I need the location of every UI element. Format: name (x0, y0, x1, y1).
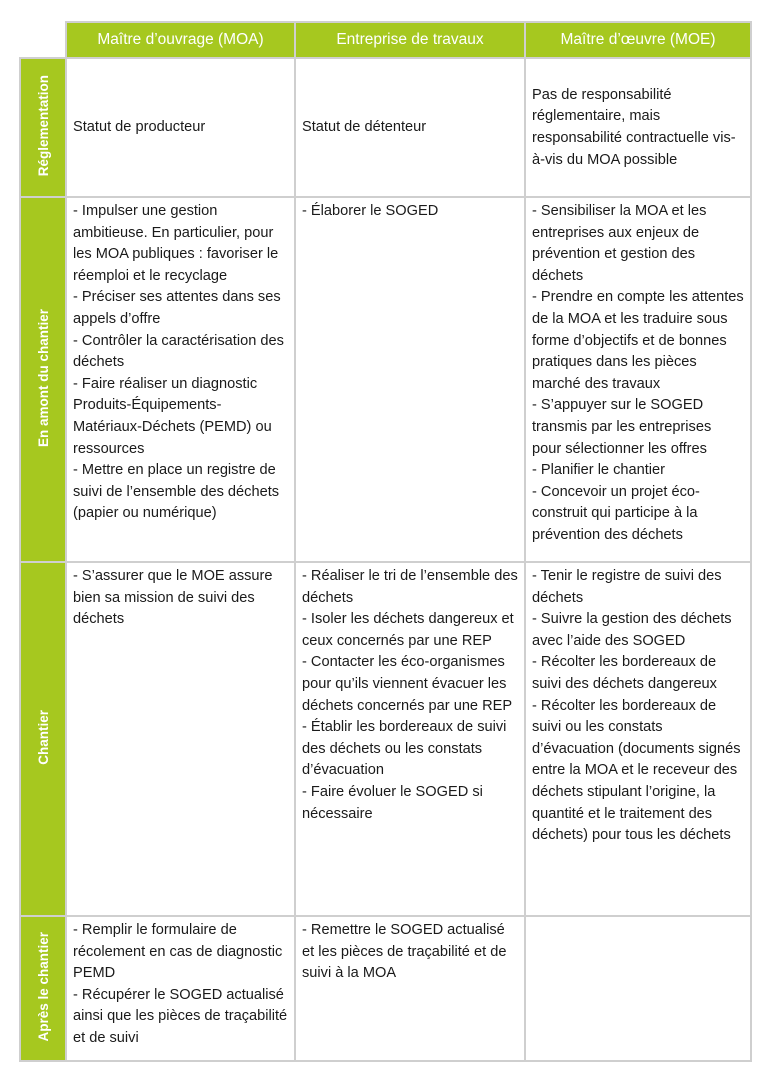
cell-line: Statut de détenteur (302, 119, 427, 136)
column-header-moa: Maître d’ouvrage (MOA) (66, 22, 295, 58)
cell-line: - S’assurer que le MOE assure bien sa mission de suivi des déchets (73, 568, 273, 628)
row-amont (20, 197, 751, 562)
cell-reglementation-entreprise (295, 58, 525, 197)
row-reglementation (20, 58, 751, 197)
cell-apres-moa (66, 916, 295, 1061)
cell-line: - Impulser une gestion ambitieuse. En particulier, pour les MOA publiques : favoriser le réemploi et le recyclage (73, 203, 279, 284)
cell-line: - Réaliser le tri de l’ensemble des déchets (302, 568, 518, 606)
cell-line: - Préciser ses attentes dans ses appels d’offre (73, 289, 281, 327)
cell-line: - Faire réaliser un diagnostic Produits-Équipements-Matériaux-Déchets (PEMD) ou ressources (73, 375, 272, 457)
column-header-entreprise: Entreprise de travaux (295, 22, 525, 58)
cell-line: - Récupérer le SOGED actualisé ainsi que les pièces de traçabilité et de suivi (73, 986, 288, 1046)
cell-reglementation-moe (525, 58, 751, 197)
cell-line: - Établir les bordereaux de suivi des déchets ou les constats d’évacuation (302, 719, 507, 779)
cell-line: Statut de producteur (73, 119, 206, 136)
cell-amont-moa (66, 197, 295, 562)
cell-amont-entreprise (295, 197, 525, 562)
cell-line: - Tenir le registre de suivi des déchets (532, 568, 722, 606)
cell-line: - Remplir le formulaire de récolement en cas de diagnostic PEMD (73, 922, 283, 982)
cell-apres-entreprise (295, 916, 525, 1061)
cell-line: - Contrôler la caractérisation des déchets (73, 332, 284, 371)
row-header-chantier: Chantier (20, 562, 66, 916)
cell-line: Pas de responsabilité réglementaire, mais responsabilité contractuelle vis-à-vis du MOA possible (532, 86, 736, 168)
cell-line: - Faire évoluer le SOGED si nécessaire (302, 783, 483, 822)
cell-chantier-entreprise (295, 562, 525, 916)
row-chantier (20, 562, 751, 916)
row-apres (20, 916, 751, 1061)
cell-line: - S’appuyer sur le SOGED transmis par les entreprises pour sélectionner les offres (532, 397, 712, 457)
cell-line: - Contacter les éco-organismes pour qu’ils viennent évacuer les déchets concernés par une REP (302, 654, 513, 714)
cell-line: - Prendre en compte les attentes de la MOA et les traduire sous forme d’objectifs et de bonnes pratiques dans les pièces marché des travaux (532, 289, 744, 392)
cell-line: - Élaborer le SOGED (302, 203, 439, 219)
cell-line: - Remettre le SOGED actualisé et les pièces de traçabilité et de suivi à la MOA (302, 922, 507, 982)
cell-chantier-moe (525, 562, 751, 916)
cell-amont-moe (525, 197, 751, 562)
cell-line: - Suivre la gestion des déchets avec l’aide des SOGED (532, 611, 732, 649)
corner-cell (20, 22, 66, 58)
row-header-reglementation: Réglementation (20, 58, 66, 197)
cell-line: - Planifier le chantier (532, 462, 666, 479)
cell-line: - Récolter les bordereaux de suivi ou les constats d’évacuation (documents signés entre la MOA et le receveur des déchets stipulant l’origine, la quantité et le traitement des déchets) pour tous les déchets (532, 697, 741, 844)
cell-line: - Sensibiliser la MOA et les entreprises aux enjeux de prévention et gestion des déchets (532, 203, 707, 284)
column-header-moe: Maître d’œuvre (MOE) (525, 22, 751, 58)
cell-chantier-moa (66, 562, 295, 916)
row-header-amont: En amont du chantier (20, 197, 66, 562)
row-header-apres: Après le chantier (20, 916, 66, 1061)
cell-line: - Concevoir un projet éco-construit qui participe à la prévention des déchets (532, 483, 700, 543)
responsibilities-table (19, 21, 752, 1062)
cell-apres-moe (525, 916, 751, 1061)
header-row (20, 22, 751, 58)
cell-reglementation-moa (66, 58, 295, 197)
cell-line: - Mettre en place un registre de suivi de l’ensemble des déchets (papier ou numérique) (73, 462, 280, 522)
cell-line: - Récolter les bordereaux de suivi des déchets dangereux (532, 654, 717, 692)
cell-line: - Isoler les déchets dangereux et ceux concernés par une REP (302, 611, 514, 649)
